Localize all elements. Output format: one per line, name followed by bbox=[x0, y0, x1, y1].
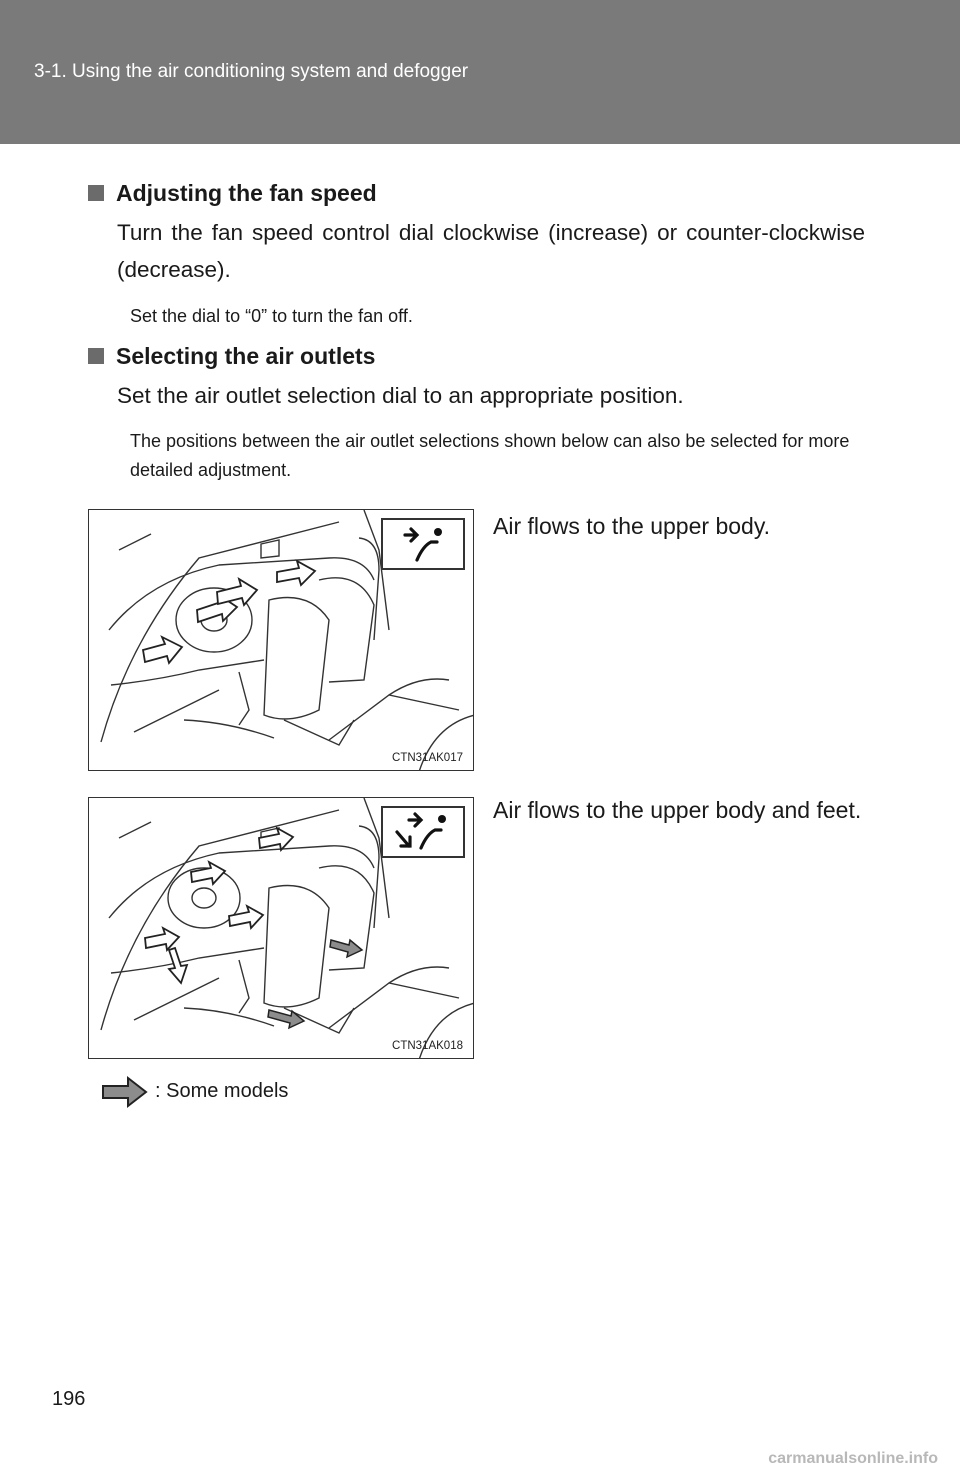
figure-code: CTN31AK017 bbox=[392, 752, 463, 764]
fan-speed-heading-text: Adjusting the fan speed bbox=[116, 180, 377, 206]
section-title: 3-1. Using the air conditioning system and defogger bbox=[34, 61, 469, 82]
legend-text: : Some models bbox=[155, 1080, 289, 1102]
figure-code: CTN31AK018 bbox=[392, 1040, 463, 1052]
page-header bbox=[0, 0, 960, 144]
face-vent-icon bbox=[383, 520, 463, 568]
square-bullet-icon bbox=[88, 348, 104, 364]
figure-bi-level bbox=[88, 797, 474, 1059]
face-vent-mode-box bbox=[381, 518, 465, 570]
fan-speed-text: Turn the fan speed control dial clockwise (increase) or counter-clockwise (decrease). bbox=[117, 220, 865, 282]
air-outlets-note: The positions between the air outlet selections shown below can also be selected for more detailed adjustment. bbox=[130, 431, 850, 480]
bi-level-vent-icon bbox=[383, 808, 463, 856]
square-bullet-icon bbox=[88, 185, 104, 201]
fan-speed-heading bbox=[88, 180, 377, 207]
figure-upper-body bbox=[88, 509, 474, 771]
page-number: 196 bbox=[52, 1388, 86, 1410]
air-outlets-heading bbox=[88, 343, 375, 370]
gray-arrow-icon bbox=[100, 1074, 150, 1110]
fan-speed-note: Set the dial to “0” to turn the fan off. bbox=[130, 306, 413, 326]
mode-description-bi-level: Air flows to the upper body and feet. bbox=[493, 797, 862, 823]
air-outlets-text: Set the air outlet selection dial to an appropriate position. bbox=[117, 383, 684, 408]
bi-level-mode-box bbox=[381, 806, 465, 858]
watermark: carmanualsonline.info bbox=[768, 1450, 938, 1467]
mode-description-upper-body: Air flows to the upper body. bbox=[493, 513, 770, 539]
air-outlets-heading-text: Selecting the air outlets bbox=[116, 343, 376, 369]
